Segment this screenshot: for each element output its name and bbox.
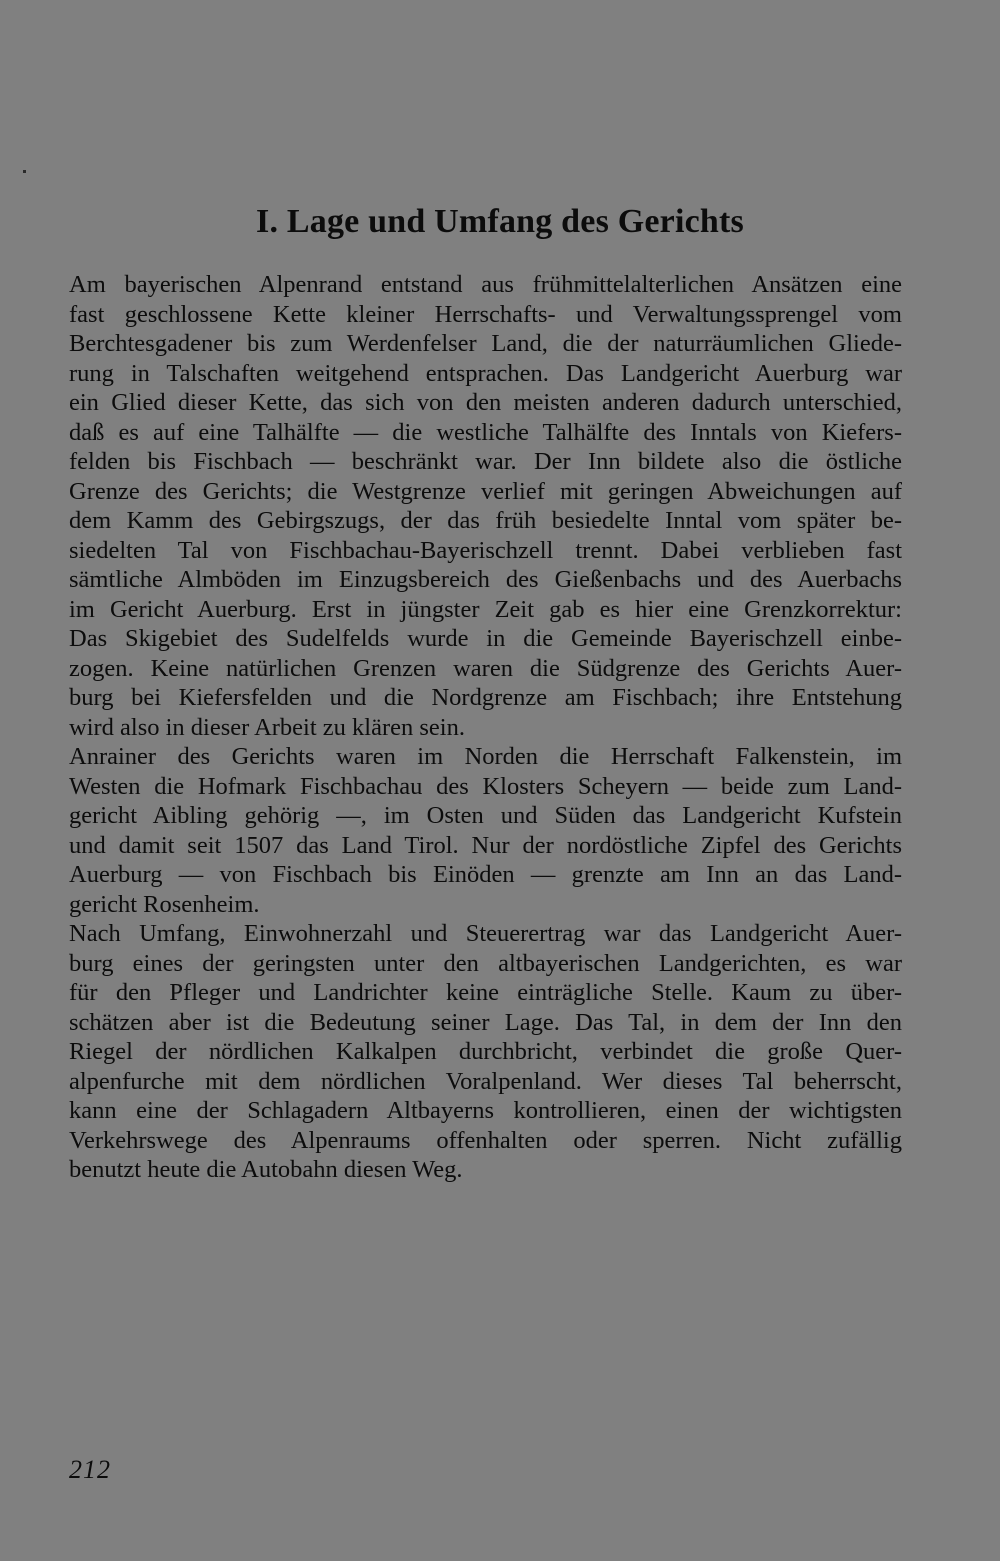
text-line: ein Glied dieser Kette, das sich von den meisten anderen dadurch unterschied,: [69, 389, 902, 416]
text-line: Westen die Hofmark Fischbachau des Klosters Scheyern — beide zum Land-: [69, 772, 902, 800]
text-line: gericht Rosenheim.: [69, 890, 260, 918]
text-line: sämtliche Almböden im Einzugsbereich des Gießenbachs und des Auerbachs: [69, 566, 902, 593]
text-line: Das Skigebiet des Sudelfelds wurde in die Gemeinde Bayerischzell einbe-: [69, 625, 902, 652]
text-line: gericht Aibling gehörig —, im Osten und Süden das Landgericht Kufstein: [69, 802, 902, 829]
page-number: 212: [69, 1455, 111, 1484]
chapter-title: I. Lage und Umfang des Gerichts: [256, 203, 744, 240]
text-line: für den Pfleger und Landrichter keine einträgliche Stelle. Kaum zu über-: [69, 979, 902, 1006]
paragraph-2: [69, 742, 902, 919]
text-line: wird also in dieser Arbeit zu klären sein.: [69, 713, 465, 741]
scan-speck: [23, 170, 26, 173]
text-line: burg bei Kiefersfelden und die Nordgrenze am Fischbach; ihre Entstehung: [69, 684, 902, 711]
text-line: alpenfurche mit dem nördlichen Voralpenland. Wer dieses Tal beherrscht,: [69, 1067, 902, 1095]
text-line: siedelten Tal von Fischbachau-Bayerischzell trennt. Dabei verblieben fast: [69, 536, 902, 564]
text-line: Berchtesgadener bis zum Werdenfelser Land, die der naturräumlichen Gliede-: [69, 330, 902, 357]
paragraph-3: [69, 919, 902, 1185]
paragraph-1: [69, 270, 902, 742]
text-line: burg eines der geringsten unter den altbayerischen Landgerichten, es war: [69, 949, 902, 977]
text-line: und damit seit 1507 das Land Tirol. Nur der nordöstliche Zipfel des Gerichts: [69, 831, 902, 859]
text-line: Verkehrswege des Alpenraums offenhalten oder sperren. Nicht zufällig: [69, 1126, 902, 1154]
text-line: Auerburg — von Fischbach bis Einöden — grenzte am Inn an das Land-: [69, 861, 902, 888]
body-text: [69, 270, 902, 1185]
text-line: zogen. Keine natürlichen Grenzen waren die Südgrenze des Gerichts Auer-: [69, 654, 902, 682]
text-line: felden bis Fischbach — beschränkt war. Der Inn bildete also die östliche: [69, 448, 902, 475]
text-line: Anrainer des Gerichts waren im Norden die Herrschaft Falkenstein, im: [69, 743, 902, 770]
text-line: rung in Talschaften weitgehend entsprachen. Das Landgericht Auerburg war: [69, 359, 902, 387]
text-line: im Gericht Auerburg. Erst in jüngster Zeit gab es hier eine Grenzkorrektur:: [69, 595, 902, 623]
text-line: dem Kamm des Gebirgszugs, der das früh besiedelte Inntal vom später be-: [69, 507, 902, 534]
text-line: Riegel der nördlichen Kalkalpen durchbricht, verbindet die große Quer-: [69, 1038, 902, 1065]
text-line: benutzt heute die Autobahn diesen Weg.: [69, 1156, 463, 1183]
text-line: fast geschlossene Kette kleiner Herrschafts- und Verwaltungssprengel vom: [69, 300, 902, 328]
text-line: schätzen aber ist die Bedeutung seiner Lage. Das Tal, in dem der Inn den: [69, 1008, 902, 1036]
text-line: kann eine der Schlagadern Altbayerns kontrollieren, einen der wichtigsten: [69, 1097, 902, 1124]
text-line: Nach Umfang, Einwohnerzahl und Steuerertrag war das Landgericht Auer-: [69, 920, 902, 947]
text-line: Am bayerischen Alpenrand entstand aus frühmittelalterlichen Ansätzen eine: [69, 271, 902, 298]
text-line: daß es auf eine Talhälfte — die westliche Talhälfte des Inntals von Kiefers-: [69, 418, 902, 446]
text-line: Grenze des Gerichts; die Westgrenze verlief mit geringen Abweichungen auf: [69, 477, 902, 505]
